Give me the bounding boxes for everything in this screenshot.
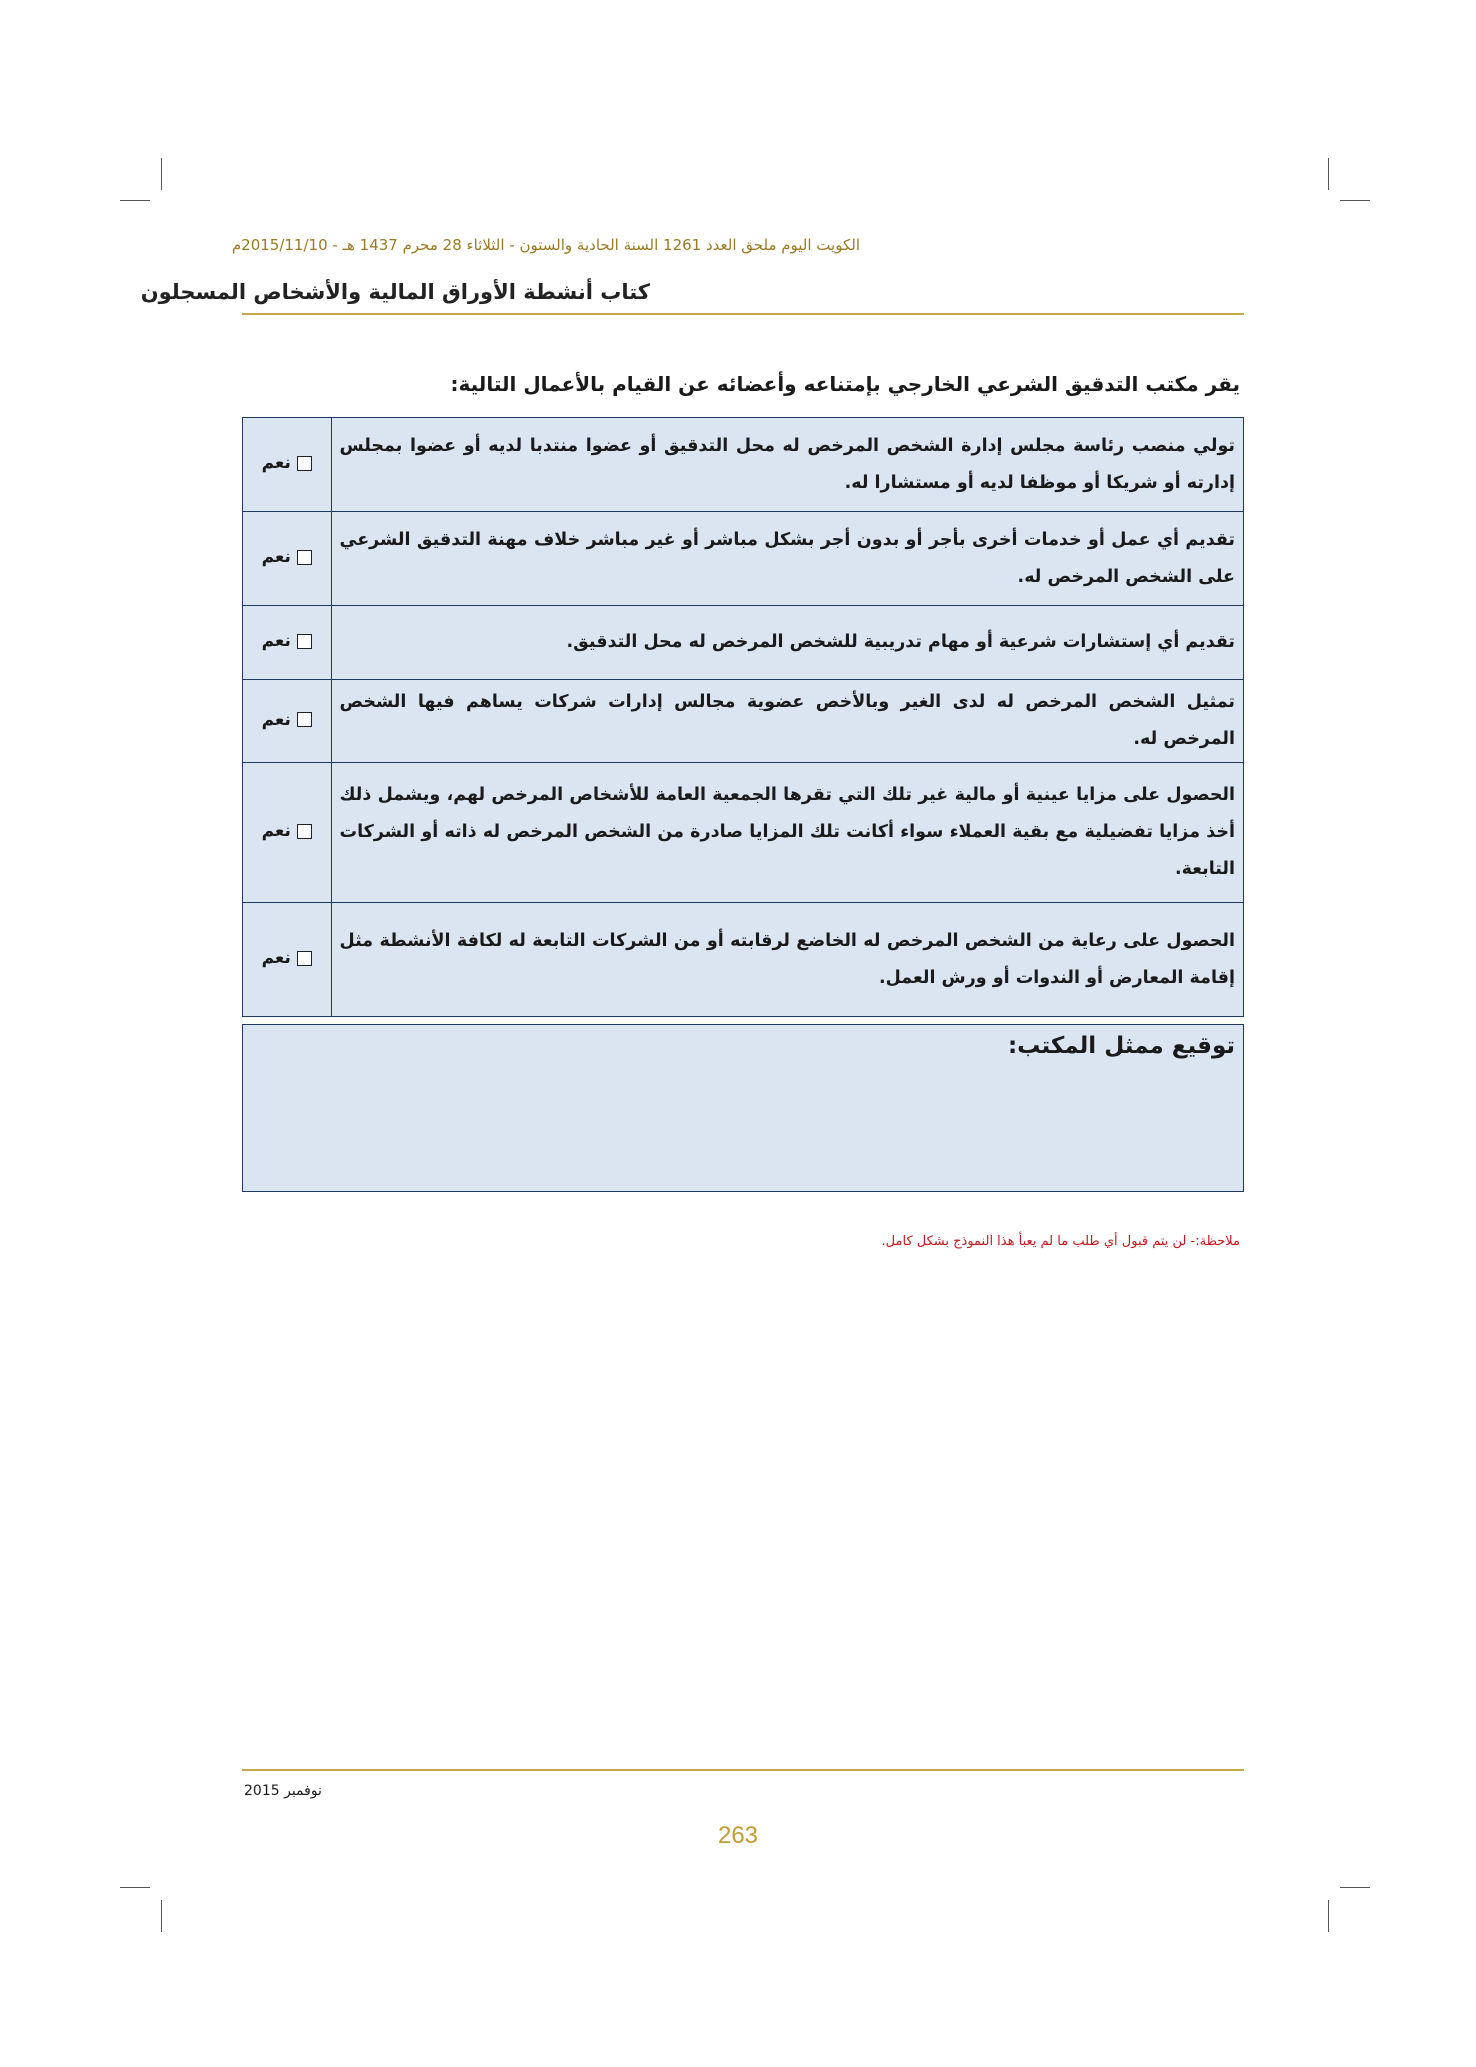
activity-text: الحصول على مزايا عينية أو مالية غير تلك التي تقرها الجمعية العامة للأشخاص المرخص لهم، ويشمل ذلك أخذ مزايا تفضيلية مع بقية العملاء سواء أكانت تلك المزايا صادرة من الشخص المرخص له ذاته أو الشركات التابعة. <box>331 763 1243 903</box>
page-title: كتاب أنشطة الأوراق المالية والأشخاص المسجلون <box>140 280 650 304</box>
crop-mark <box>1340 200 1370 201</box>
checkbox-cell <box>243 512 332 606</box>
footer-divider <box>242 1769 1244 1771</box>
header-date-line: الكويت اليوم ملحق العدد 1261 السنة الحادية والستون - الثلاثاء 28 محرم 1437 هـ - 2015/11/10م <box>231 236 860 254</box>
checkbox-label: نعم <box>261 631 291 652</box>
checkbox-cell <box>243 903 332 1017</box>
checkbox-cell <box>243 606 332 680</box>
activity-text: تقديم أي عمل أو خدمات أخرى بأجر أو بدون أجر بشكل مباشر أو غير مباشر خلاف مهنة التدقيق الشرعي على الشخص المرخص له. <box>331 512 1243 606</box>
checkbox-label: نعم <box>261 453 291 474</box>
table-row <box>243 680 1244 763</box>
table-row <box>243 606 1244 680</box>
checkbox[interactable] <box>297 951 312 966</box>
activity-text: تقديم أي إستشارات شرعية أو مهام تدريبية للشخص المرخص له محل التدقيق. <box>331 606 1243 680</box>
checkbox[interactable] <box>297 634 312 649</box>
crop-mark <box>120 1887 150 1888</box>
activity-text: الحصول على رعاية من الشخص المرخص له الخاضع لرقابته أو من الشركات التابعة له لكافة الأنشطة مثل إقامة المعارض أو الندوات أو ورش العمل. <box>331 903 1243 1017</box>
table-row <box>243 763 1244 903</box>
activity-text: تولي منصب رئاسة مجلس إدارة الشخص المرخص له محل التدقيق أو عضوا منتدبا لديه أو عضوا بمجلس إدارته أو شريكا أو موظفا لديه أو مستشارا له. <box>331 418 1243 512</box>
checkbox-cell <box>243 418 332 512</box>
crop-mark <box>120 200 150 201</box>
crop-mark <box>1340 1887 1370 1888</box>
signature-label: توقيع ممثل المكتب: <box>1007 1033 1235 1059</box>
table-row <box>243 903 1244 1017</box>
checkbox-cell <box>243 680 332 763</box>
checkbox-label: نعم <box>261 709 291 730</box>
checkbox[interactable] <box>297 712 312 727</box>
crop-mark <box>1328 1900 1329 1932</box>
form-note: ملاحظة:- لن يتم قبول أي طلب ما لم يعبأ هذا النموذج بشكل كامل. <box>881 1234 1240 1249</box>
checkbox[interactable] <box>297 456 312 471</box>
table-row <box>243 418 1244 512</box>
crop-mark <box>161 1900 162 1932</box>
crop-mark <box>1328 158 1329 190</box>
checkbox-cell <box>243 763 332 903</box>
footer-date: نوفمبر 2015 <box>244 1783 322 1799</box>
intro-statement: يقر مكتب التدقيق الشرعي الخارجي بإمتناعه وأعضائه عن القيام بالأعمال التالية: <box>450 372 1240 396</box>
table-row <box>243 512 1244 606</box>
checkbox[interactable] <box>297 550 312 565</box>
crop-mark <box>161 158 162 190</box>
page-number: 263 <box>717 1822 759 1849</box>
checkbox-label: نعم <box>261 547 291 568</box>
header-divider <box>242 313 1244 315</box>
checkbox-label: نعم <box>261 821 291 842</box>
activity-text: تمثيل الشخص المرخص له لدى الغير وبالأخص عضوية مجالس إدارات شركات يساهم فيها الشخص المرخص له. <box>331 680 1243 763</box>
checkbox-label: نعم <box>261 948 291 969</box>
checkbox[interactable] <box>297 824 312 839</box>
signature-box[interactable] <box>242 1024 1244 1192</box>
activities-table <box>242 417 1244 1017</box>
